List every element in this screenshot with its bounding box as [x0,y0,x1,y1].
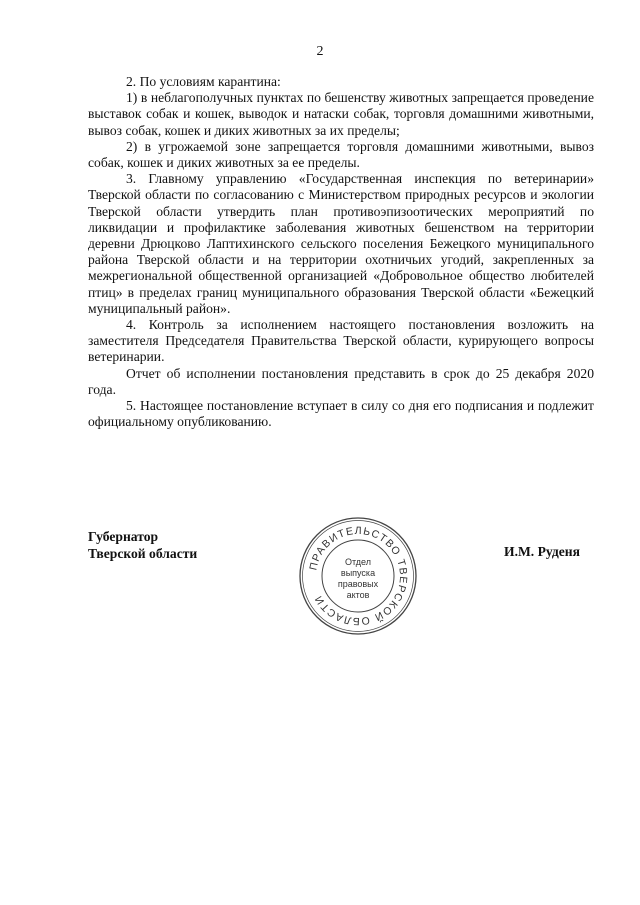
paragraph-entry-into-force: 5. Настоящее постановление вступает в силу со дня его подписания и подлежит официальному опубликованию. [88,398,594,430]
signatory-title [88,528,197,562]
paragraph-unfavorable-points: 1) в неблагополучных пунктах по бешенству животных запрещается проведение выставок собак и кошек, выводок и натаски собак, торговля домашними животными, вывоз собак, кошек и диких животных за их пределы; [88,90,594,138]
signatory-title-line1: Губернатор [88,529,159,544]
document-body [88,74,594,430]
stamp-center-line4: актов [346,590,370,600]
paragraph-quarantine-conditions: 2. По условиям карантина: [126,74,281,89]
page-number: 2 [316,44,324,59]
signatory-title-line2: Тверской области [88,546,198,561]
official-stamp [296,514,420,638]
stamp-ring-text: ПРАВИТЕЛЬСТВО ТВЕРСКОЙ ОБЛАСТИ [307,524,410,628]
paragraph-main-directorate: 3. Главному управлению «Государственная инспекция по ветеринарии» Тверской области по согласованию с Министерством природных ресурсов и экологии Тверской области утвердить план противоэпизоотических мероприятий по ликвидации и профилактике заболевания животных бешенством на территории деревни Дрюцково Лаптихинского сельского поселения Бежецкого муниципального района Тверской области и на территории охотничьих угодий, закрепленных за межрегиональной общественной организацией «Добровольное общество любителей птиц» в пределах границ муниципального образования Тверской области «Бежецкий муниципальный район». [88,171,594,316]
stamp-center-line2: выпуска [340,568,376,578]
stamp-center-line1: Отдел [344,557,372,567]
signatory-name: И.М. Руденя [504,544,580,559]
stamp-center-line3: правовых [337,579,379,589]
paragraph-control: 4. Контроль за исполнением настоящего постановления возложить на заместителя Председателя Правительства Тверской области, курирующего вопросы ветеринарии. [88,317,594,365]
paragraph-report: Отчет об исполнении постановления представить в срок до 25 декабря 2020 года. [88,365,594,397]
paragraph-threatened-zone: 2) в угрожаемой зоне запрещается торговля домашними животными, вывоз собак, кошек и диких животных за ее пределы. [88,138,594,171]
